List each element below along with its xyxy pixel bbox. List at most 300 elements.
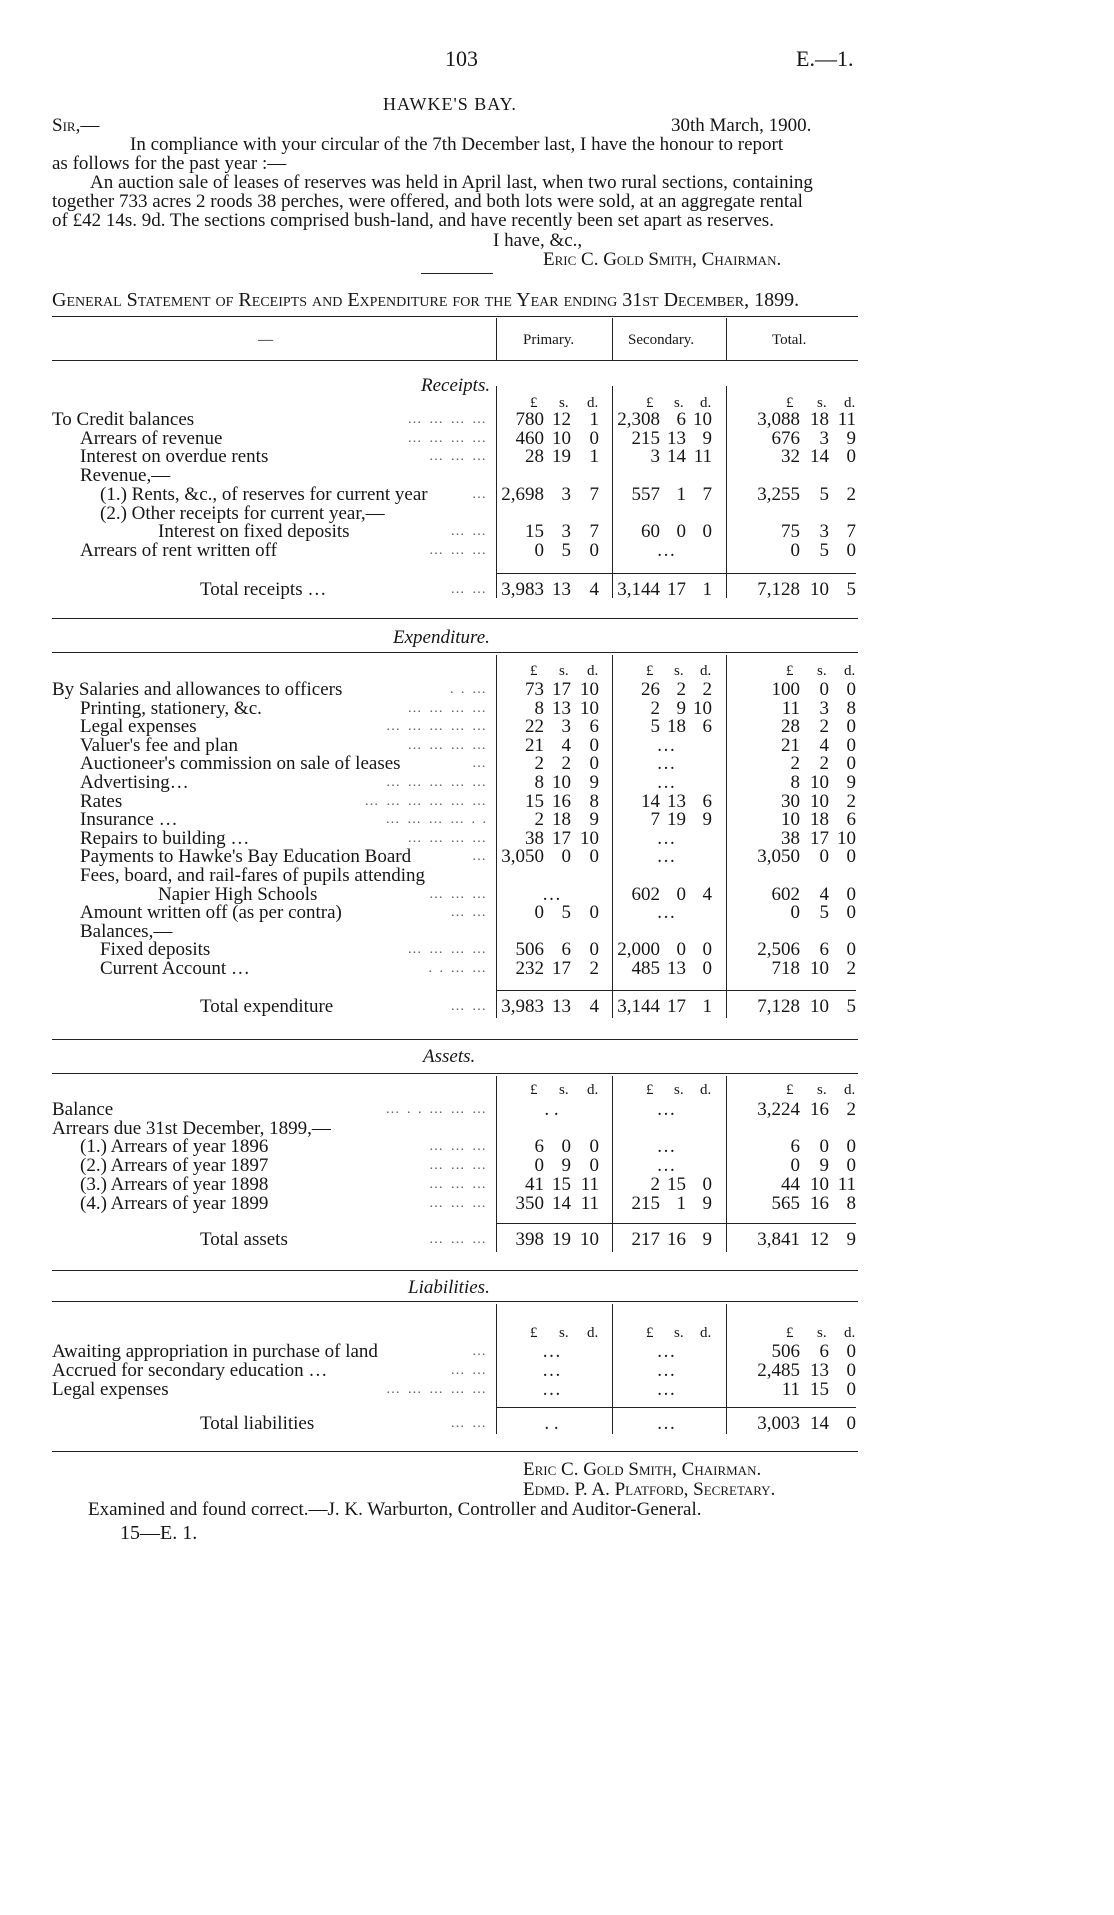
row-p-blank: … <box>542 884 561 905</box>
row-t-shillings: 4 <box>819 884 829 905</box>
leader-dots: . . … … <box>428 961 488 976</box>
total-p-shillings: 13 <box>552 579 571 600</box>
row-p-shillings: 19 <box>552 446 571 467</box>
column-divider <box>612 318 613 360</box>
row-t-shillings: 2 <box>819 716 829 737</box>
row-t-pounds: 0 <box>790 540 800 561</box>
row-s-blank: … <box>656 1099 676 1120</box>
row-t-pence: 0 <box>846 939 856 960</box>
unit-shillings: s. <box>817 1325 827 1341</box>
row-label: Arrears of revenue <box>80 428 223 449</box>
column-header-primary: Primary. <box>523 332 575 348</box>
row-p-shillings: 10 <box>552 772 571 793</box>
total-t-pounds: 3,841 <box>757 1229 800 1250</box>
row-s-shillings: 18 <box>667 716 686 737</box>
total-top-rule <box>496 1223 856 1224</box>
row-label: Repairs to building … <box>80 828 250 849</box>
row-t-shillings: 3 <box>819 698 829 719</box>
section-top-rule <box>52 652 858 653</box>
total-t-pounds: 7,128 <box>757 579 800 600</box>
footer-signature-chairman: Eric C. Gold Smith, Chairman. <box>523 1459 762 1480</box>
row-t-shillings: 18 <box>810 409 829 430</box>
total-p-pounds: 3,983 <box>501 996 544 1017</box>
row-label: Awaiting appropriation in purchase of land <box>52 1341 378 1362</box>
row-p-pence: 10 <box>580 698 599 719</box>
total-t-pence: 5 <box>846 996 856 1017</box>
leader-dots: … … … <box>429 1177 488 1192</box>
row-t-shillings: 13 <box>810 1360 829 1381</box>
row-t-pence: 0 <box>846 679 856 700</box>
row-p-pence: 9 <box>589 772 599 793</box>
leader-dots: … … … … … … <box>364 794 488 809</box>
unit-pounds: £ <box>530 1325 538 1341</box>
row-s-shillings: 0 <box>676 521 686 542</box>
row-t-shillings: 6 <box>819 939 829 960</box>
row-t-pounds: 3,050 <box>757 846 800 867</box>
total-p-blank: . . <box>544 1413 559 1434</box>
row-p-pounds: 350 <box>515 1193 544 1214</box>
unit-pounds: £ <box>646 663 654 679</box>
row-label: (2.) Other receipts for current year,— <box>100 503 385 524</box>
row-t-pence: 2 <box>846 958 856 979</box>
row-p-pence: 0 <box>589 1136 599 1157</box>
row-p-pence: 0 <box>589 428 599 449</box>
row-s-shillings: 6 <box>676 409 686 430</box>
row-label: (4.) Arrears of year 1899 <box>80 1193 269 1214</box>
row-t-shillings: 2 <box>819 753 829 774</box>
row-p-shillings: 6 <box>561 939 571 960</box>
row-t-pounds: 3,088 <box>757 409 800 430</box>
unit-pence: d. <box>844 1325 856 1341</box>
row-s-blank: … <box>656 1360 676 1381</box>
row-s-blank: … <box>656 1379 676 1400</box>
row-p-pounds: 232 <box>515 958 544 979</box>
row-t-pounds: 602 <box>771 884 800 905</box>
row-s-pence: 10 <box>693 698 712 719</box>
total-p-pounds: 3,983 <box>501 579 544 600</box>
leader-dots: … <box>472 849 488 864</box>
row-p-shillings: 2 <box>561 753 571 774</box>
unit-shillings: s. <box>817 395 827 411</box>
section-heading: Liabilities. <box>408 1277 490 1298</box>
row-p-pounds: 38 <box>525 828 544 849</box>
total-top-rule <box>496 990 856 991</box>
total-t-shillings: 14 <box>810 1413 829 1434</box>
row-t-shillings: 16 <box>810 1099 829 1120</box>
leader-dots: … … … <box>429 887 488 902</box>
row-p-pounds: 0 <box>534 902 544 923</box>
row-t-pence: 0 <box>846 902 856 923</box>
row-s-pounds: 26 <box>641 679 660 700</box>
row-p-pence: 10 <box>580 828 599 849</box>
row-s-pounds: 557 <box>631 484 660 505</box>
leader-dots: … … <box>450 582 488 597</box>
row-t-pounds: 0 <box>790 1155 800 1176</box>
unit-pence: d. <box>587 663 599 679</box>
row-p-pounds: 8 <box>534 698 544 719</box>
row-p-pence: 1 <box>589 446 599 467</box>
leader-dots: … … <box>450 905 488 920</box>
row-label: Arrears of rent written off <box>80 540 277 561</box>
row-t-shillings: 15 <box>810 1379 829 1400</box>
row-label: To Credit balances <box>52 409 195 430</box>
section-bottom-rule <box>52 1039 858 1040</box>
row-t-pounds: 10 <box>781 809 800 830</box>
total-t-pence: 0 <box>846 1413 856 1434</box>
row-t-shillings: 0 <box>819 679 829 700</box>
unit-pounds: £ <box>786 663 794 679</box>
unit-pounds: £ <box>530 395 538 411</box>
letter-paragraph-line: as follows for the past year :— <box>52 153 287 174</box>
total-top-rule <box>496 1407 856 1408</box>
row-s-blank: … <box>656 902 676 923</box>
row-t-pence: 7 <box>846 521 856 542</box>
row-p-pounds: 2 <box>534 809 544 830</box>
row-p-pounds: 8 <box>534 772 544 793</box>
row-s-shillings: 1 <box>676 1193 686 1214</box>
leader-dots: … . . … … … <box>385 1102 488 1117</box>
row-t-pounds: 6 <box>790 1136 800 1157</box>
row-label: (2.) Arrears of year 1897 <box>80 1155 269 1176</box>
leader-dots: … … … … … <box>386 719 488 734</box>
row-t-pence: 0 <box>846 540 856 561</box>
row-label: Valuer's fee and plan <box>80 735 238 756</box>
row-p-shillings: 17 <box>552 828 571 849</box>
leader-dots: … … <box>450 524 488 539</box>
leader-dots: … … … … . . <box>385 812 488 827</box>
total-t-pounds: 7,128 <box>757 996 800 1017</box>
row-label: Arrears due 31st December, 1899,— <box>52 1118 331 1139</box>
row-t-pounds: 2,506 <box>757 939 800 960</box>
row-t-pence: 0 <box>846 446 856 467</box>
total-p-pence: 4 <box>589 996 599 1017</box>
row-p-shillings: 16 <box>552 791 571 812</box>
section-bottom-rule <box>52 1270 858 1271</box>
leader-dots: . . … <box>450 682 488 697</box>
table-top-rule <box>52 316 858 317</box>
row-t-pence: 2 <box>846 1099 856 1120</box>
row-s-blank: … <box>656 828 676 849</box>
unit-pounds: £ <box>646 395 654 411</box>
total-p-shillings: 19 <box>552 1229 571 1250</box>
row-s-blank: … <box>656 735 676 756</box>
row-p-pence: 1 <box>589 409 599 430</box>
row-t-pounds: 75 <box>781 521 800 542</box>
row-p-pence: 0 <box>589 846 599 867</box>
leader-dots: … <box>472 1344 488 1359</box>
row-t-shillings: 3 <box>819 428 829 449</box>
row-s-pounds: 2,000 <box>617 939 660 960</box>
total-top-rule <box>496 573 856 574</box>
row-p-pounds: 0 <box>534 1155 544 1176</box>
total-p-pence: 10 <box>580 1229 599 1250</box>
leader-dots: … … … … <box>407 738 488 753</box>
total-t-pence: 5 <box>846 579 856 600</box>
row-s-pounds: 60 <box>641 521 660 542</box>
total-t-shillings: 10 <box>810 996 829 1017</box>
row-s-shillings: 13 <box>667 958 686 979</box>
row-t-pounds: 565 <box>771 1193 800 1214</box>
unit-pence: d. <box>844 1082 856 1098</box>
leader-dots: … … … … <box>407 942 488 957</box>
unit-shillings: s. <box>674 1325 684 1341</box>
unit-pounds: £ <box>646 1082 654 1098</box>
row-p-pence: 7 <box>589 521 599 542</box>
row-p-pounds: 28 <box>525 446 544 467</box>
row-s-pounds: 7 <box>650 809 660 830</box>
row-s-blank: … <box>656 846 676 867</box>
column-divider <box>726 1304 727 1434</box>
row-t-pence: 2 <box>846 484 856 505</box>
column-header-secondary: Secondary. <box>628 332 695 348</box>
row-s-pence: 6 <box>702 716 712 737</box>
row-p-pounds: 22 <box>525 716 544 737</box>
leader-dots: … … <box>450 1363 488 1378</box>
row-s-blank: … <box>656 1341 676 1362</box>
row-s-pence: 6 <box>702 791 712 812</box>
total-label: Total liabilities <box>200 1413 315 1434</box>
letter-paragraph-line: In compliance with your circular of the 7th December last, I have the honour to report <box>130 134 784 155</box>
letter-heading: HAWKE'S BAY. <box>383 94 517 114</box>
row-s-pence: 10 <box>693 409 712 430</box>
row-t-shillings: 5 <box>819 484 829 505</box>
row-p-pence: 11 <box>580 1193 599 1214</box>
row-s-shillings: 1 <box>676 484 686 505</box>
row-s-pounds: 2 <box>650 698 660 719</box>
row-t-pence: 0 <box>846 1379 856 1400</box>
row-label: Napier High Schools <box>158 884 318 905</box>
print-reference: 15—E. 1. <box>120 1522 198 1544</box>
row-s-pence: 0 <box>702 521 712 542</box>
letter-paragraph-line: of £42 14s. 9d. The sections comprised bush-land, and have recently been set apart as reserves. <box>52 210 774 231</box>
row-s-pounds: 485 <box>631 958 660 979</box>
row-t-pounds: 2,485 <box>757 1360 800 1381</box>
row-s-pence: 7 <box>702 484 712 505</box>
row-t-shillings: 16 <box>810 1193 829 1214</box>
row-label: Insurance … <box>80 809 178 830</box>
footer-signature-secretary: Edmd. P. A. Platford, Secretary. <box>523 1479 776 1500</box>
row-p-pounds: 6 <box>534 1136 544 1157</box>
row-s-pence: 9 <box>702 1193 712 1214</box>
row-t-pence: 11 <box>837 409 856 430</box>
unit-shillings: s. <box>559 1082 569 1098</box>
row-t-pence: 9 <box>846 772 856 793</box>
row-label: Balance <box>52 1099 114 1120</box>
row-label: Fees, board, and rail-fares of pupils attending <box>80 865 426 886</box>
row-t-pence: 2 <box>846 791 856 812</box>
unit-shillings: s. <box>674 663 684 679</box>
row-t-pounds: 2 <box>790 753 800 774</box>
row-p-pounds: 21 <box>525 735 544 756</box>
row-s-pounds: 215 <box>631 428 660 449</box>
row-p-shillings: 18 <box>552 809 571 830</box>
unit-shillings: s. <box>559 395 569 411</box>
row-t-shillings: 4 <box>819 735 829 756</box>
row-p-pence: 10 <box>580 679 599 700</box>
unit-pence: d. <box>844 663 856 679</box>
leader-dots: … … … <box>429 1232 488 1247</box>
row-p-shillings: 12 <box>552 409 571 430</box>
row-t-pounds: 8 <box>790 772 800 793</box>
section-top-rule <box>52 1301 858 1302</box>
leader-dots: … … … <box>429 543 488 558</box>
row-t-shillings: 10 <box>810 791 829 812</box>
row-t-pounds: 3,255 <box>757 484 800 505</box>
row-p-pence: 9 <box>589 809 599 830</box>
row-s-pounds: 5 <box>650 716 660 737</box>
row-t-pounds: 28 <box>781 716 800 737</box>
row-s-pounds: 14 <box>641 791 660 812</box>
row-t-shillings: 5 <box>819 540 829 561</box>
row-t-pence: 0 <box>846 1360 856 1381</box>
row-t-pounds: 0 <box>790 902 800 923</box>
row-p-pence: 0 <box>589 540 599 561</box>
leader-dots: … … … … <box>407 412 488 427</box>
row-p-pounds: 2,698 <box>501 484 544 505</box>
row-s-shillings: 15 <box>667 1174 686 1195</box>
row-t-pounds: 21 <box>781 735 800 756</box>
leader-dots: … … … <box>429 1158 488 1173</box>
row-s-shillings: 0 <box>676 939 686 960</box>
row-p-pence: 2 <box>589 958 599 979</box>
unit-shillings: s. <box>674 395 684 411</box>
row-s-blank: … <box>656 772 676 793</box>
total-s-pounds: 3,144 <box>617 579 660 600</box>
column-divider <box>726 386 727 598</box>
row-t-shillings: 10 <box>810 772 829 793</box>
row-s-shillings: 2 <box>676 679 686 700</box>
letter-signature: Eric C. Gold Smith, Chairman. <box>543 249 782 270</box>
row-p-pence: 6 <box>589 716 599 737</box>
row-label: Amount written off (as per contra) <box>80 902 342 923</box>
leader-dots: … … <box>450 1416 488 1431</box>
row-t-pence: 11 <box>837 1174 856 1195</box>
unit-shillings: s. <box>817 1082 827 1098</box>
row-label: (1.) Rents, &c., of reserves for current year <box>100 484 428 505</box>
row-label: Interest on fixed deposits <box>158 521 350 542</box>
row-s-shillings: 0 <box>676 884 686 905</box>
column-header-blank: — <box>258 332 273 348</box>
unit-shillings: s. <box>559 1325 569 1341</box>
unit-pounds: £ <box>786 1325 794 1341</box>
unit-pounds: £ <box>530 663 538 679</box>
unit-shillings: s. <box>559 663 569 679</box>
section-heading: Expenditure. <box>393 627 490 648</box>
leader-dots: … … … <box>429 1196 488 1211</box>
row-p-shillings: 0 <box>561 846 571 867</box>
total-s-pence: 1 <box>702 996 712 1017</box>
row-p-shillings: 13 <box>552 698 571 719</box>
row-p-shillings: 5 <box>561 902 571 923</box>
row-s-blank: … <box>656 1155 676 1176</box>
column-divider <box>496 1304 497 1434</box>
row-label: Fixed deposits <box>100 939 211 960</box>
letter-paragraph-line: together 733 acres 2 roods 38 perches, were offered, and both lots were sold, at an aggregate rental <box>52 191 803 212</box>
row-label: Interest on overdue rents <box>80 446 269 467</box>
row-s-shillings: 14 <box>667 446 686 467</box>
row-p-shillings: 14 <box>552 1193 571 1214</box>
row-p-shillings: 5 <box>561 540 571 561</box>
unit-pence: d. <box>700 1325 712 1341</box>
total-s-shillings: 16 <box>667 1229 686 1250</box>
row-label: Printing, stationery, &c. <box>80 698 262 719</box>
row-s-pounds: 602 <box>631 884 660 905</box>
row-t-shillings: 14 <box>810 446 829 467</box>
column-divider <box>726 1076 727 1252</box>
row-label: Auctioneer's commission on sale of leases <box>80 753 401 774</box>
row-t-shillings: 0 <box>819 846 829 867</box>
total-t-shillings: 12 <box>810 1229 829 1250</box>
row-label: Accrued for secondary education … <box>52 1360 328 1381</box>
row-t-pounds: 11 <box>781 1379 800 1400</box>
row-s-shillings: 19 <box>667 809 686 830</box>
row-p-pounds: 3,050 <box>501 846 544 867</box>
row-label: Balances,— <box>80 921 173 942</box>
row-label: (1.) Arrears of year 1896 <box>80 1136 269 1157</box>
row-t-shillings: 18 <box>810 809 829 830</box>
row-label: Legal expenses <box>80 716 197 737</box>
unit-pence: d. <box>844 395 856 411</box>
row-t-pounds: 38 <box>781 828 800 849</box>
row-s-shillings: 9 <box>676 698 686 719</box>
row-s-blank: … <box>656 1136 676 1157</box>
total-p-pounds: 398 <box>515 1229 544 1250</box>
row-t-pence: 0 <box>846 716 856 737</box>
letter-date: 30th March, 1900. <box>671 115 812 136</box>
unit-pence: d. <box>587 395 599 411</box>
row-t-pence: 0 <box>846 1341 856 1362</box>
row-t-pence: 6 <box>846 809 856 830</box>
total-s-shillings: 17 <box>667 996 686 1017</box>
row-t-pounds: 3,224 <box>757 1099 800 1120</box>
leader-dots: … … … … … <box>386 775 488 790</box>
leader-dots: … <box>472 487 488 502</box>
row-s-pounds: 2,308 <box>617 409 660 430</box>
row-label: Advertising… <box>80 772 189 793</box>
letter-paragraph-line: An auction sale of leases of reserves was held in April last, when two rural sections, containing <box>90 172 813 193</box>
row-t-shillings: 5 <box>819 902 829 923</box>
row-p-pence: 7 <box>589 484 599 505</box>
row-s-pence: 9 <box>702 428 712 449</box>
row-label: Legal expenses <box>52 1379 169 1400</box>
row-p-pounds: 41 <box>525 1174 544 1195</box>
statement-title: General Statement of Receipts and Expenditure for the Year ending 31st December, 1899. <box>52 289 800 311</box>
column-divider <box>612 1076 613 1252</box>
unit-pence: d. <box>700 663 712 679</box>
row-p-pounds: 506 <box>515 939 544 960</box>
row-p-pounds: 460 <box>515 428 544 449</box>
audit-statement: Examined and found correct.—J. K. Warburton, Controller and Auditor-General. <box>88 1499 702 1520</box>
total-p-pence: 4 <box>589 579 599 600</box>
leader-dots: … <box>472 756 488 771</box>
leader-dots: … … … … <box>407 701 488 716</box>
row-t-pounds: 100 <box>771 679 800 700</box>
row-t-shillings: 0 <box>819 1136 829 1157</box>
row-s-blank: … <box>656 540 676 561</box>
unit-pence: d. <box>587 1325 599 1341</box>
unit-shillings: s. <box>674 1082 684 1098</box>
row-t-pounds: 676 <box>771 428 800 449</box>
total-t-pence: 9 <box>846 1229 856 1250</box>
row-p-pounds: 15 <box>525 521 544 542</box>
row-p-shillings: 9 <box>561 1155 571 1176</box>
letter-salutation: Sir,— <box>52 115 100 136</box>
unit-shillings: s. <box>817 663 827 679</box>
total-label: Total receipts … <box>200 579 327 600</box>
section-top-rule <box>52 1073 858 1074</box>
header-bottom-rule <box>52 360 858 361</box>
row-p-blank: … <box>542 1360 561 1381</box>
